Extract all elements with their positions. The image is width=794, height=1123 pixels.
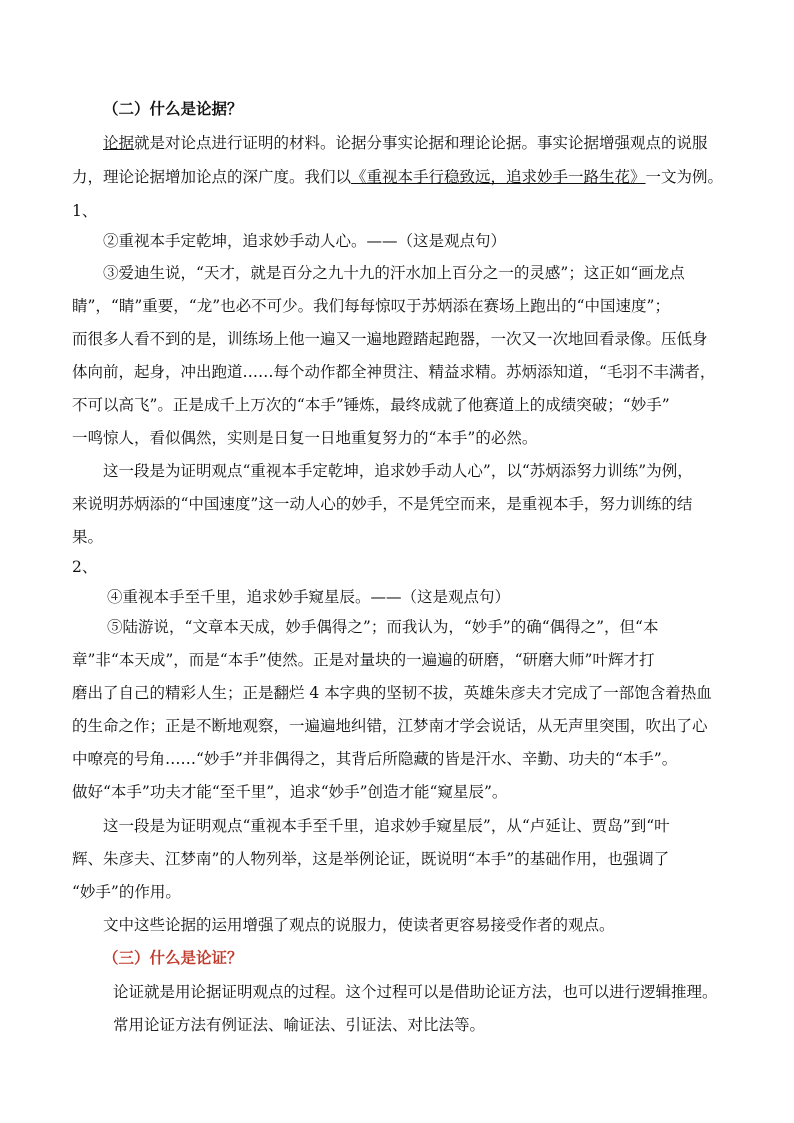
- paragraph-5-line-4: 的生命之作；正是不断地观察，一遍遍地纠错，江梦南才学会说话，从无声里突围，吹出了心: [72, 717, 708, 735]
- argumentation-line-1: 论证就是用论据证明观点的过程。这个过程可以是借助论证方法，也可以进行逻辑推理。: [113, 983, 718, 1001]
- paragraph-3-line-2: 睛”，“睛”重要，“龙”也必不可少。我们每每惊叹于苏炳添在赛场上跑出的“中国速度”；: [72, 297, 670, 315]
- analysis-1-line-3: 果。: [72, 528, 104, 546]
- example-number-2: 2、: [72, 558, 98, 576]
- example-number-1: 1、: [72, 202, 98, 220]
- analysis-2-line-2: 辉、朱彦夫、江梦南”的人物列举，这是举例论证，既说明“本手”的基础作用，也强调了: [72, 850, 670, 868]
- analysis-2-line-3: “妙手”的作用。: [72, 883, 181, 901]
- term-lunju: 论据: [103, 134, 135, 152]
- paragraph-5-line-5: 中嘹亮的号角……“妙手”并非偶得之，其背后所隐藏的皆是汗水、辛勤、功夫的“本手”。: [72, 750, 678, 768]
- intro-line-1: [103, 133, 708, 153]
- conclusion: 文中这些论据的运用增强了观点的说服力，使读者更容易接受作者的观点。: [103, 916, 615, 934]
- claim-2: ④重视本手至千里，追求妙手窥星辰。——（这是观点句）: [107, 588, 511, 606]
- argumentation-line-2: 常用论证方法有例证法、喻证法、引证法、对比法等。: [113, 1016, 486, 1034]
- analysis-2-line-1: 这一段是为证明观点“重视本手至千里，追求妙手窥星辰”，从“卢延让、贾岛”到“叶: [103, 817, 670, 835]
- paragraph-5-line-1: ⑤陆游说，“文章本天成，妙手偶得之”；而我认为，“妙手”的确“偶得之”，但“本: [107, 618, 659, 636]
- section-heading-argumentation: （三）什么是论证？: [103, 948, 243, 967]
- intro-line-2: [72, 167, 723, 187]
- analysis-1-line-2: 来说明苏炳添的“中国速度”这一动人心的妙手，不是凭空而来，是重视本手，努力训练的结: [72, 495, 693, 513]
- paragraph-3-line-3: 而很多人看不到的是，训练场上他一遍又一遍地蹬踏起跑器，一次又一次地回看录像。压低身: [72, 330, 708, 348]
- paragraph-3-line-6: 一鸣惊人，看似偶然，实则是日复一日地重复努力的“本手”的必然。: [72, 429, 538, 447]
- intro-text-2b: 一文为例。: [645, 168, 724, 186]
- paragraph-3-line-1: ③爱迪生说，“天才，就是百分之九十九的汗水加上百分之一的灵感”；这正如“画龙点: [103, 264, 685, 282]
- intro-text-2a: 力，理论论据增加论点的深广度。我们以: [72, 168, 352, 186]
- paragraph-5-line-2: 章”非“本天成”，而是“本手”使然。正是对量块的一遍遍的研磨，“研磨大师”叶辉才打: [72, 651, 655, 669]
- article-title: 《重视本手行稳致远，追求妙手一路生花》: [351, 168, 646, 186]
- paragraph-3-line-4: 体向前，起身，冲出跑道……每个动作都全神贯注、精益求精。苏炳添知道，“毛羽不丰满者，: [72, 363, 716, 381]
- paragraph-5-line-3: 磨出了自己的精彩人生；正是翻烂 4 本字典的坚韧不拔，英雄朱彦夫才完成了一部饱含着热血: [72, 684, 712, 702]
- section-heading-arguments: （二）什么是论据？: [103, 99, 243, 118]
- intro-text-1: 就是对论点进行证明的材料。论据分事实论据和理论论据。事实论据增强观点的说服: [134, 134, 708, 152]
- paragraph-5-line-6: 做好“本手”功夫才能“至千里”，追求“妙手”创造才能“窥星辰”。: [72, 783, 508, 801]
- claim-1: ②重视本手定乾坤，追求妙手动人心。——（这是观点句）: [103, 232, 507, 250]
- paragraph-3-line-5: 不可以高飞”。正是成千上万次的“本手”锤炼，最终成就了他赛道上的成绩突破；“妙手”: [72, 396, 670, 414]
- analysis-1-line-1: 这一段是为证明观点“重视本手定乾坤，追求妙手动人心”，以“苏炳添努力训练”为例，: [103, 462, 693, 480]
